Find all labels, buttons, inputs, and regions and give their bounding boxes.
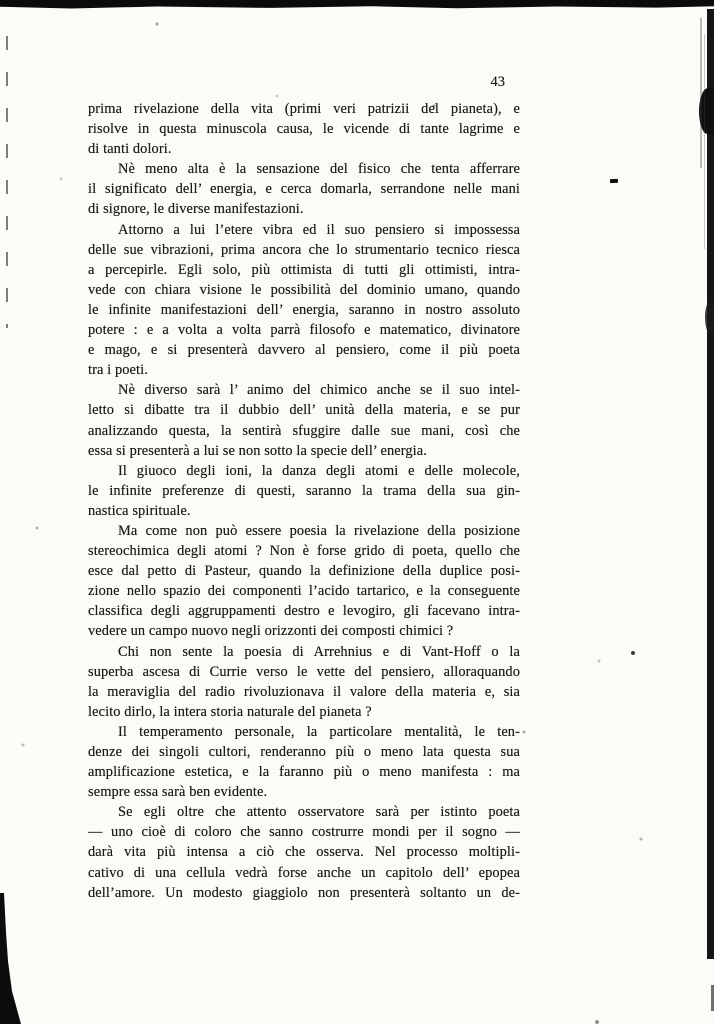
scan-line-left [6, 36, 8, 328]
text-line: le infinite manifestazioni dell’ energia, saranno in nostro assoluto [88, 301, 520, 318]
text-line: Se egli oltre che attento osservatore sarà per istinto poeta [118, 804, 520, 821]
text-line: cativo di una cellula vedrà forse anche un capitolo dell’ epopea [88, 864, 520, 881]
text-line: analizzando questa, la sentirà sfuggire dalle sue mani, così che [88, 422, 520, 439]
text-line: dell’amore. Un modesto giaggiolo non presenterà soltanto un de- [88, 884, 520, 901]
text-line: le infinite preferenze di questi, saranno la trama della sua gin- [88, 482, 520, 499]
scan-blob-right-2 [705, 300, 714, 334]
text-line: Nè meno alta è la sensazione del fisico che tenta afferrare [118, 161, 520, 178]
text-line: potere : e a volta a volta parrà filosofo e matematico, divinatore [88, 322, 520, 339]
text-line: darà vita più intensa a ciò che osserva. Nel processo moltipli- [88, 844, 520, 861]
text-line: letto si dibatte tra il dubbio dell’ unità della materia, e se pur [88, 402, 520, 419]
text-line: Attorno a lui l’etere vibra ed il suo pensiero si impossessa [118, 221, 520, 238]
text-line: prima rivelazione della vita (primi veri patrizii del pianeta), e [88, 101, 520, 117]
text-line: classifica degli aggruppamenti destro e levogiro, gli facevano intra- [88, 603, 520, 620]
text-line: essa si presenterà a lui se non sotto la specie dell’ energia. [88, 442, 427, 459]
text-line: Il temperamento personale, la particolare mentalità, le ten- [118, 723, 520, 740]
text-line: superba ascesa di Currie verso le vette del pensiero, alloraquando [88, 663, 520, 680]
text-line: delle sue vibrazioni, prima ancora che lo strumentario tecnico riesca [88, 241, 520, 258]
text-line: di signore, le diverse manifestazioni. [88, 201, 304, 218]
text-line: vede con chiara visione le possibilità del dominio umano, quando [88, 281, 520, 298]
text-line: Il giuoco degli ioni, la danza degli atomi e delle molecole, [118, 462, 520, 479]
text-line: amplificazione estetica, e la faranno più o meno manifesta : ma [88, 764, 520, 781]
page-number: 43 [490, 74, 505, 90]
text-line: tra i poeti. [88, 362, 148, 379]
text-line: nastica spirituale. [88, 502, 191, 519]
text-line: di tanti dolori. [88, 141, 172, 158]
text-line: Chi non sente la poesia di Arrehnius e di Vant-Hoff o la [118, 643, 520, 660]
text-block [88, 99, 520, 903]
scan-edge-bottom-left [0, 893, 22, 1024]
scan-edge-right [707, 9, 714, 959]
text-line: lecito dirlo, la intera storia naturale del pianeta ? [88, 703, 372, 720]
text-line: esce dal petto di Pasteur, quando la definizione della duplice posi- [88, 563, 520, 580]
scan-edge-top [0, 0, 714, 9]
text-line: zione nello spazio dei componenti l’acido tartarico, e la conseguente [88, 583, 520, 600]
text-line: Nè diverso sarà l’ animo del chimico anche se il suo intel- [118, 382, 520, 399]
text-line: il significato dell’ energia, e cerca domarla, serrandone nelle mani [88, 181, 520, 198]
text-line: la meraviglia del radio rivoluzionava il valore della materia e, sia [88, 683, 520, 700]
text-line: vedere un campo nuovo negli orizzonti dei composti chimici ? [88, 623, 454, 640]
scan-dash-mark [610, 179, 618, 183]
text-line: denze dei singoli cultori, renderanno più o meno lata questa sua [88, 744, 520, 760]
text-line: risolve in questa minuscola causa, le vicende di tante lagrime e [88, 121, 520, 138]
text-line: — uno cioè di coloro che sanno costrurre mondi per il sogno — [88, 824, 520, 841]
spine-streak [704, 34, 705, 249]
spine-streak [700, 18, 702, 168]
text-line: stereochimica degli atomi ? Non è forse grido di poeta, quello che [88, 543, 520, 560]
text-line: a percepirle. Egli solo, più ottimista di tutti gli ottimisti, intra- [88, 261, 520, 278]
text-line: sempre essa sarà ben evidente. [88, 784, 268, 801]
scan-specks [0, 0, 2, 2]
text-line: Ma come non può essere poesia la rivelazione della posizione [118, 522, 520, 539]
text-line: e mago, e si presenterà davvero al pensiero, come il più poeta [88, 342, 520, 359]
